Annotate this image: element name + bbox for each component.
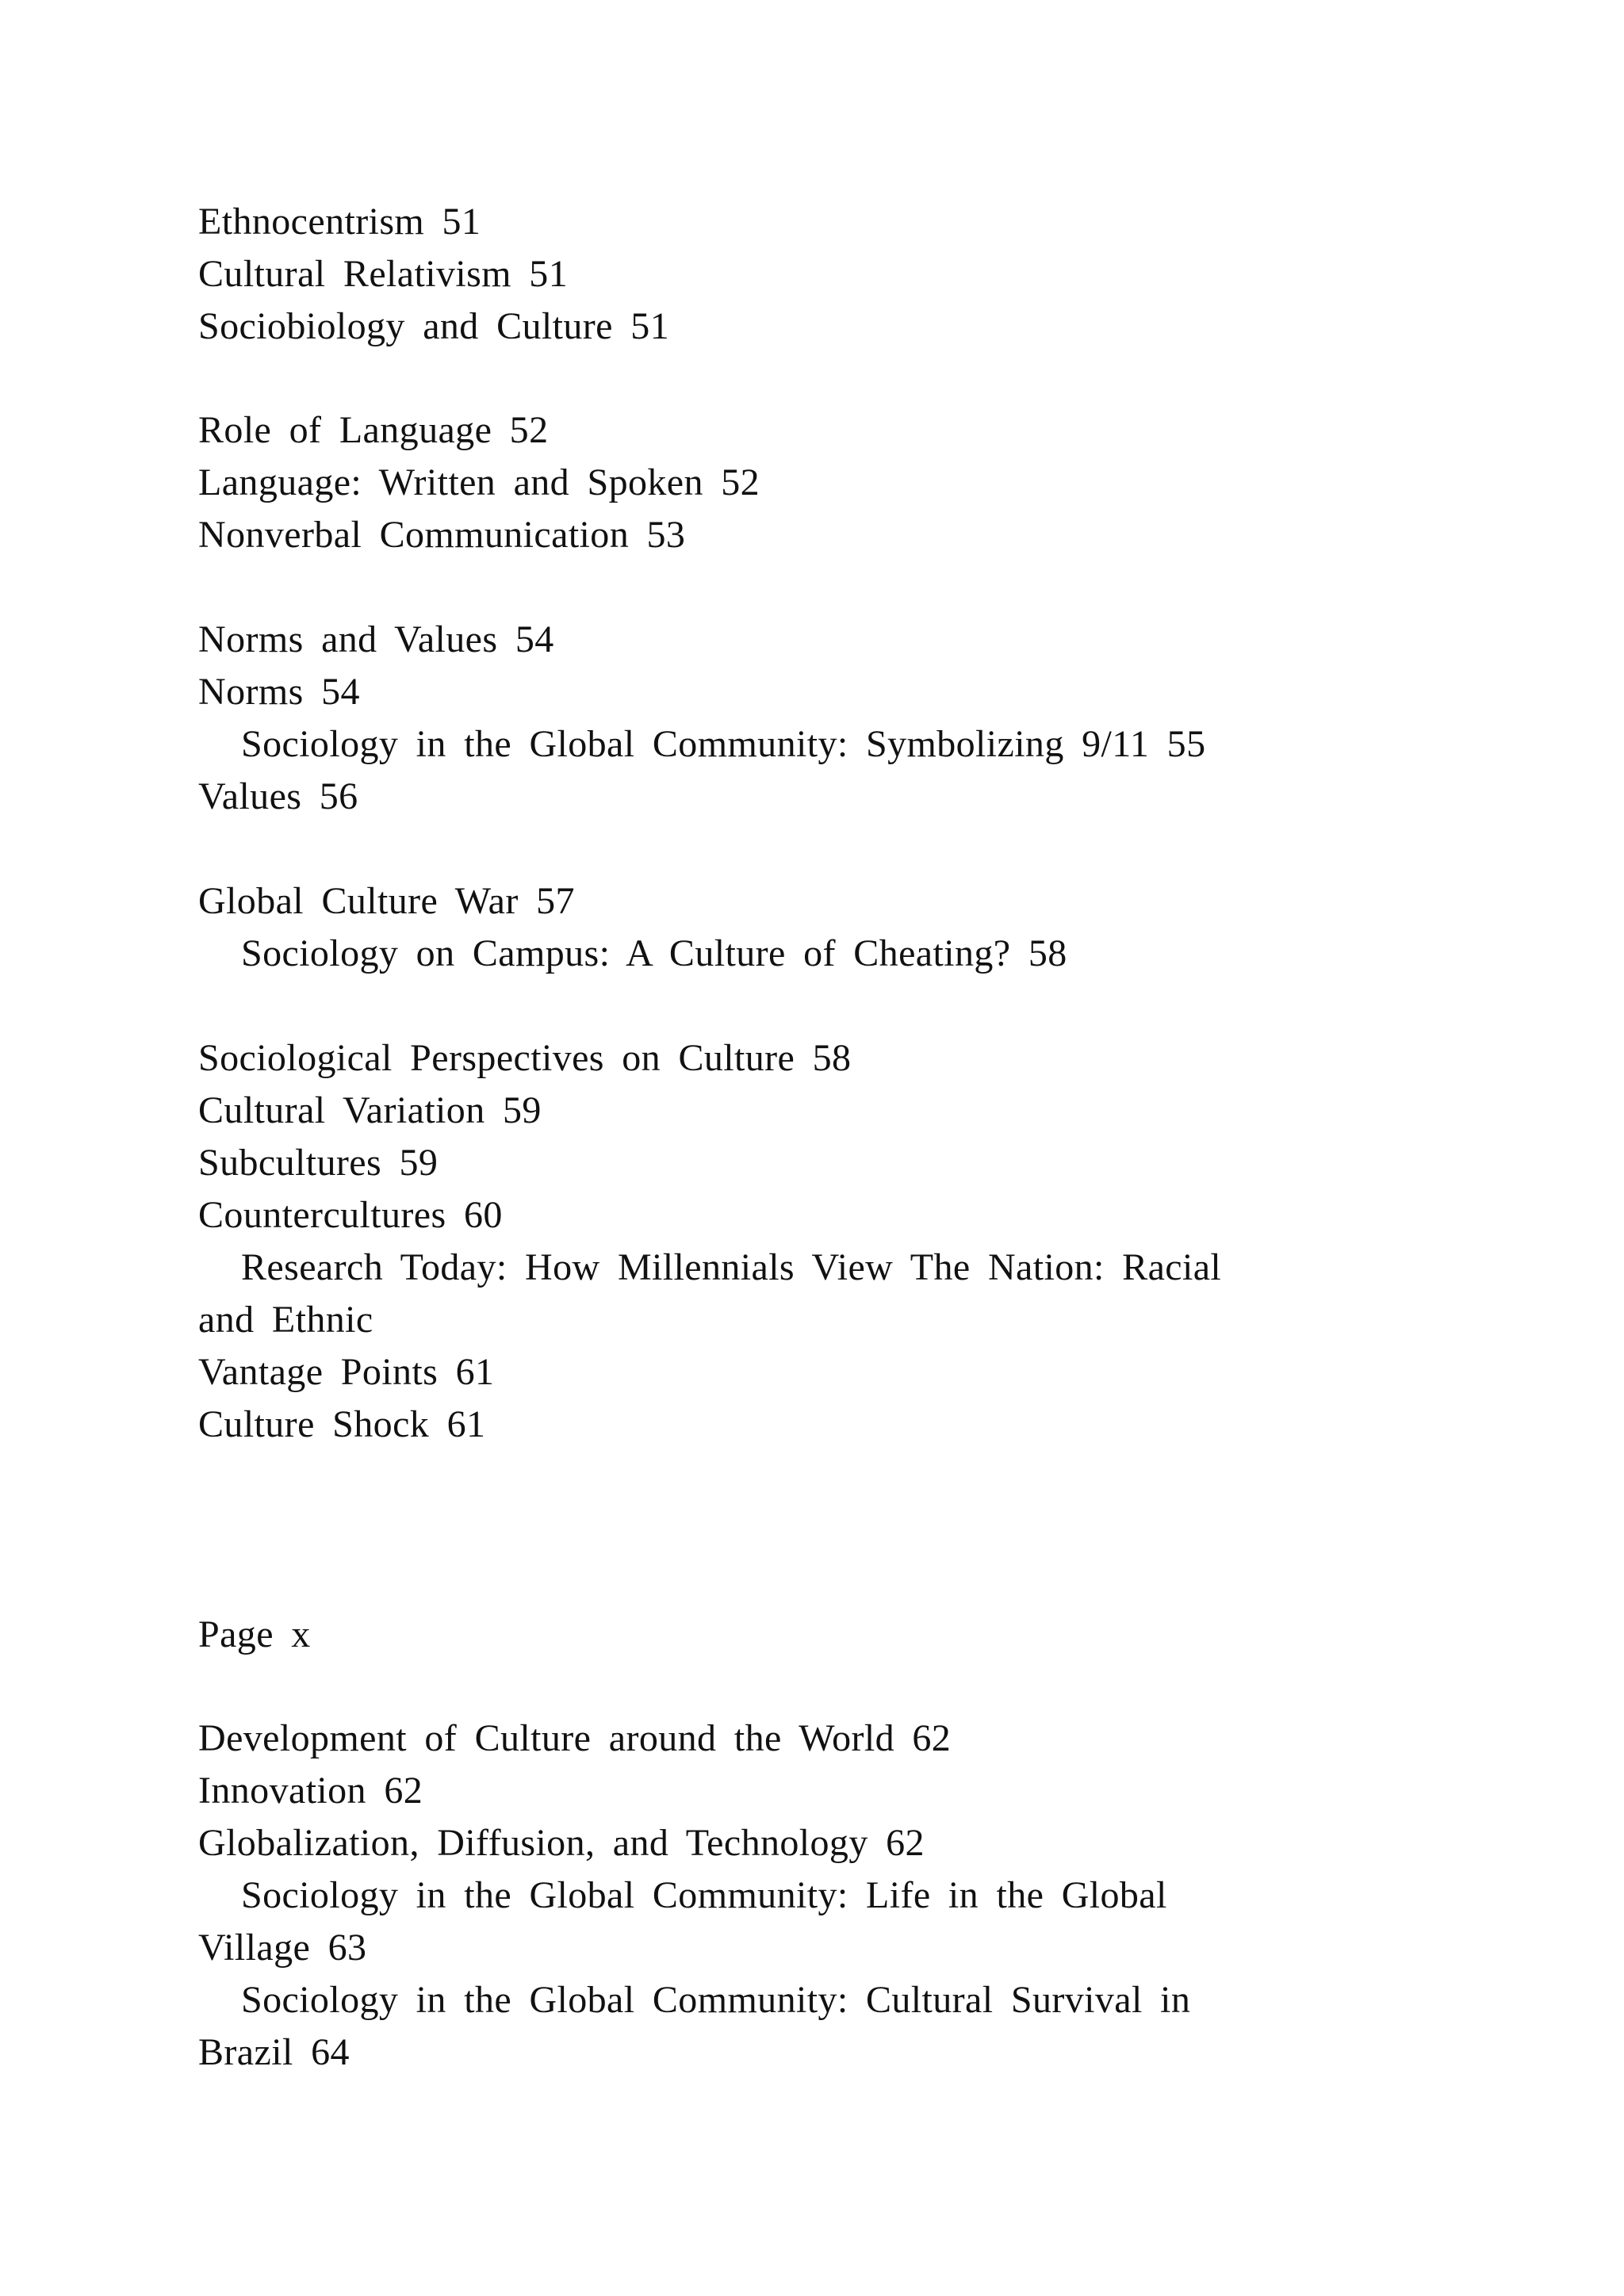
toc-section-sociological-perspectives: Sociological Perspectives on Culture 58 [198,1037,852,1079]
toc-entry-globalization: Globalization, Diffusion, and Technology 62 [198,1822,925,1864]
toc-entry-norms: Norms 54 [198,671,360,713]
toc-entry-nonverbal-communication: Nonverbal Communication 53 [198,514,686,556]
toc-section-role-of-language: Role of Language 52 [198,409,549,451]
toc-entry-language-written-spoken: Language: Written and Spoken 52 [198,461,760,503]
toc-box-brazil-continuation: Brazil 64 [198,2031,350,2073]
toc-section-norms-and-values: Norms and Values 54 [198,618,554,660]
toc-box-millennials-view-nation: Research Today: How Millennials View The Nation: Racial [241,1246,1222,1288]
toc-section-global-culture-war: Global Culture War 57 [198,880,575,922]
toc-entry-ethnocentrism: Ethnocentrism 51 [198,201,481,243]
toc-box-cultural-survival-brazil: Sociology in the Global Community: Cultural Survival in [241,1979,1191,2021]
toc-entry-innovation: Innovation 62 [198,1770,423,1812]
page-number-label: Page x [198,1613,311,1655]
toc-entry-cultural-relativism: Cultural Relativism 51 [198,253,569,295]
toc-entry-sociobiology-and-culture: Sociobiology and Culture 51 [198,305,670,347]
toc-box-millennials-continuation: and Ethnic [198,1299,373,1341]
toc-entry-vantage-points: Vantage Points 61 [198,1351,495,1393]
toc-section-development-of-culture: Development of Culture around the World 62 [198,1717,952,1759]
toc-entry-cultural-variation: Cultural Variation 59 [198,1089,542,1131]
toc-box-life-in-global-village: Sociology in the Global Community: Life in the Global [241,1874,1167,1916]
toc-entry-subcultures: Subcultures 59 [198,1142,439,1184]
toc-box-culture-of-cheating: Sociology on Campus: A Culture of Cheating? 58 [241,932,1067,974]
toc-entry-countercultures: Countercultures 60 [198,1194,503,1236]
toc-box-global-village-continuation: Village 63 [198,1927,367,1969]
toc-box-symbolizing-911: Sociology in the Global Community: Symbolizing 9/11 55 [241,723,1206,765]
toc-entry-culture-shock: Culture Shock 61 [198,1403,486,1445]
toc-entry-values: Values 56 [198,775,358,817]
